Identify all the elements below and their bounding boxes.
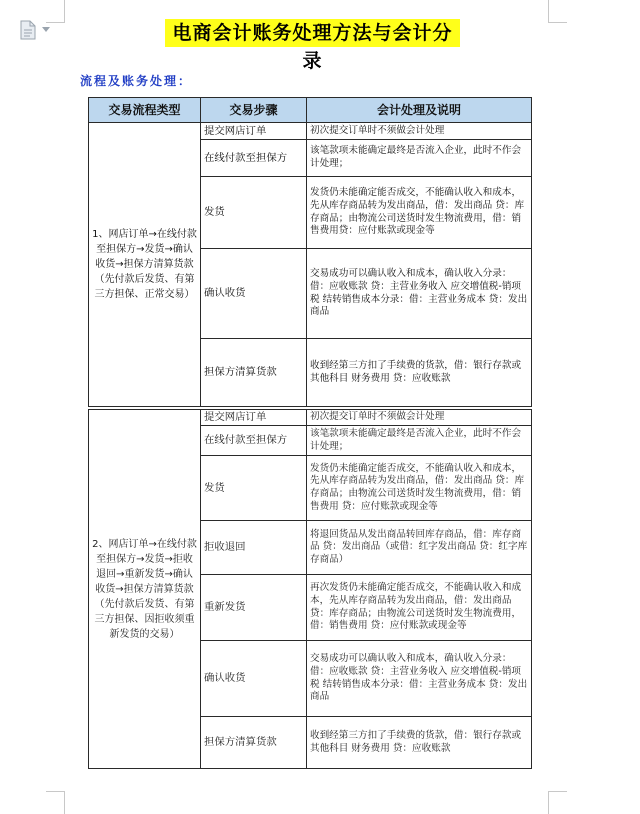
step-cell: 在线付款至担保方 — [201, 426, 307, 456]
description-cell: 初次提交订单时不须做会计处理 — [307, 123, 532, 140]
description-cell: 交易成功可以确认收入和成本，确认收入分录：借：应收账款 贷：主营业务收入 应交增值税-销项税 结转销售成本分录：借：主营业务成本 贷：发出商品 — [307, 249, 532, 339]
step-cell: 在线付款至担保方 — [201, 140, 307, 177]
step-cell: 确认收货 — [201, 249, 307, 339]
table-header-row — [89, 98, 532, 123]
table-row — [89, 410, 532, 426]
step-cell: 发货 — [201, 456, 307, 521]
description-cell: 将退回货品从发出商品转回库存商品，借：库存商品 贷：发出商品（或借：红字发出商品 贷：红字库存商品） — [307, 521, 532, 575]
accounting-table — [88, 97, 532, 407]
description-cell: 再次发货仍未能确定能否成交，不能确认收入和成本，先从库存商品转为发出商品，借：发出商品 贷：库存商品；由物流公司送货时发生物流费用，借：销售费用 贷：应付账款或现金等 — [307, 575, 532, 641]
page-corner-mark — [548, 0, 567, 23]
step-cell: 拒收退回 — [201, 521, 307, 575]
step-cell: 提交网店订单 — [201, 410, 307, 426]
column-header: 交易流程类型 — [89, 98, 201, 123]
description-cell: 交易成功可以确认收入和成本，确认收入分录：借：应收账款 贷：主营业务收入 应交增值税-销项税 结转销售成本分录：借：主营业务成本 贷：发出商品 — [307, 641, 532, 717]
step-cell: 提交网店订单 — [201, 123, 307, 140]
accounting-table — [88, 409, 532, 769]
description-cell: 发货仍未能确定能否成交，不能确认收入和成本，先从库存商品转为发出商品，借：发出商品 贷：库存商品；由物流公司送货时发生物流费用，借：销售费用贷：应付账款或现金等 — [307, 177, 532, 249]
step-cell: 确认收货 — [201, 641, 307, 717]
column-header: 交易步骤 — [201, 98, 307, 123]
page-corner-mark — [46, 791, 65, 814]
description-cell: 发货仍未能确定能否成交，不能确认收入和成本，先从库存商品转为发出商品，借：发出商品 贷：库存商品；由物流公司送货时发生物流费用，借：销售费用 贷：应付账款或现金等 — [307, 456, 532, 521]
description-cell: 收到经第三方扣了手续费的货款，借：银行存款或其他科目 财务费用 贷：应收账款 — [307, 717, 532, 769]
description-cell: 该笔款项未能确定最终是否流入企业，此时不作会计处理； — [307, 426, 532, 456]
step-cell: 重新发货 — [201, 575, 307, 641]
description-cell: 该笔款项未能确定最终是否流入企业，此时不作会计处理； — [307, 140, 532, 177]
page-corner-mark — [46, 0, 65, 23]
transaction-type-cell: 1、网店订单→在线付款至担保方→发货→确认收货→担保方清算货款（先付款后发货、有第三方担保、正常交易） — [89, 123, 201, 407]
section-heading: 流程及账务处理： — [80, 74, 193, 88]
chevron-down-icon[interactable] — [42, 27, 50, 32]
page-corner-mark — [548, 791, 567, 814]
step-cell: 担保方清算货款 — [201, 339, 307, 407]
step-cell: 发货 — [201, 177, 307, 249]
description-cell: 初次提交订单时不须做会计处理 — [307, 410, 532, 426]
document-icon[interactable] — [20, 20, 36, 40]
table-row — [89, 123, 532, 140]
column-header: 会计处理及说明 — [307, 98, 532, 123]
transaction-type-cell: 2、网店订单→在线付款至担保方→发货→拒收退回→重新发货→确认收货→担保方清算货款（先付款后发货、有第三方担保、因拒收须重新发货的交易） — [89, 410, 201, 769]
page-title: 电商会计账务处理方法与会计分录 — [165, 19, 460, 47]
step-cell: 担保方清算货款 — [201, 717, 307, 769]
description-cell: 收到经第三方扣了手续费的货款，借：银行存款或其他科目 财务费用 贷：应收账款 — [307, 339, 532, 407]
